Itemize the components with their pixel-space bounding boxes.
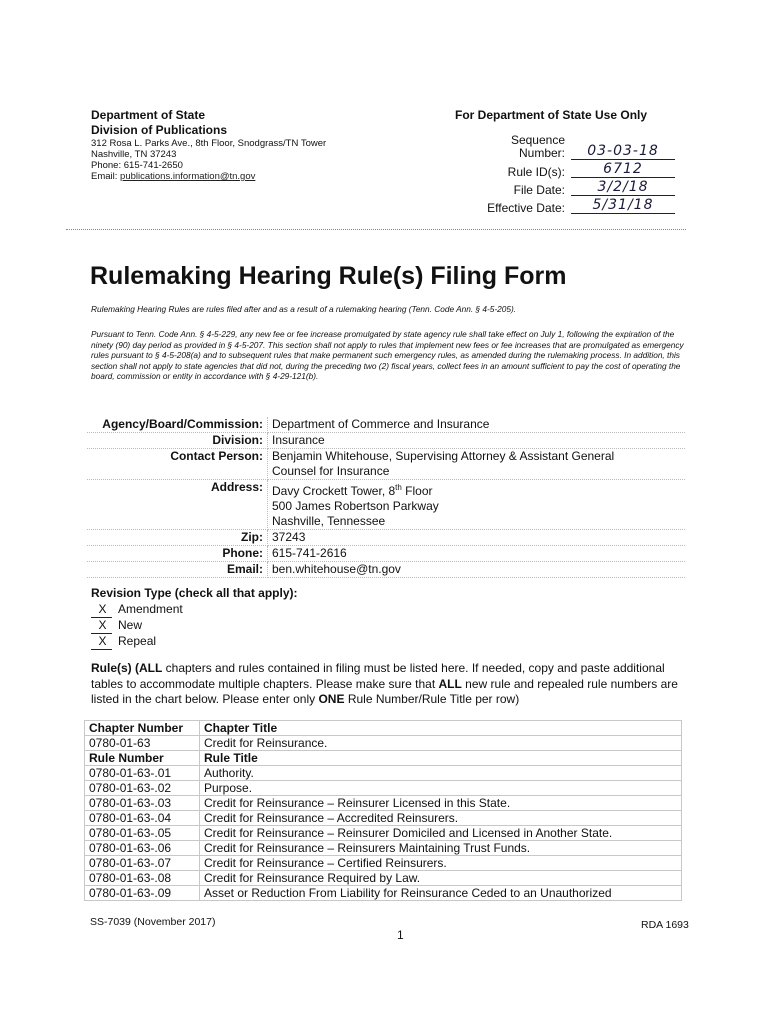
division-name: Division of Publications <box>91 123 228 137</box>
address-line1-main: Davy Crockett Tower, 8 <box>272 484 396 498</box>
rule-title: Credit for Reinsurance – Accredited Reinsurers. <box>200 811 682 826</box>
chapter-row <box>85 736 682 751</box>
rule-number: 0780-01-63-.09 <box>85 886 200 901</box>
contact-label: Contact Person: <box>87 449 268 480</box>
table-row <box>85 811 682 826</box>
division-row <box>87 433 685 449</box>
rules-text-2: new rule and repealed rule numbers are listed in the chart below. Please enter only <box>91 676 678 706</box>
rules-text-3: Rule Number/Rule Title per row) <box>344 692 520 706</box>
chapter-number-header: Chapter Number <box>85 721 200 736</box>
rule-header-row <box>85 751 682 766</box>
sequence-label <box>455 134 571 160</box>
email-label: Email: <box>87 562 268 578</box>
division-value: Insurance <box>268 433 686 449</box>
address-value <box>268 480 686 530</box>
revision-option-repeal[interactable] <box>91 634 298 650</box>
rule-title: Purpose. <box>200 781 682 796</box>
table-row <box>85 766 682 781</box>
rule-title: Authority. <box>200 766 682 781</box>
address-label: Address: <box>87 480 268 530</box>
chapter-header-row <box>85 721 682 736</box>
rule-number: 0780-01-63-.01 <box>85 766 200 781</box>
phone-value: 615-741-2616 <box>268 546 686 562</box>
division-label: Division: <box>87 433 268 449</box>
publisher-block <box>91 108 411 182</box>
revision-option-new[interactable] <box>91 618 298 634</box>
agency-label: Agency/Board/Commission: <box>87 417 268 433</box>
rules-text-1: chapters and rules contained in filing must be listed here. If needed, copy and paste additional tables to accommodate multiple chapters. Please make sure that <box>91 661 665 691</box>
revision-type-section <box>91 586 298 650</box>
chapter-number: 0780-01-63 <box>85 736 200 751</box>
table-row <box>85 871 682 886</box>
revision-checkmark[interactable]: X <box>91 634 112 650</box>
publisher-phone: Phone: 615-741-2650 <box>91 160 183 171</box>
contact-value-line2: Counsel for Insurance <box>272 464 390 478</box>
state-use-block <box>455 108 690 214</box>
contact-value <box>268 449 686 480</box>
header-divider <box>66 229 686 230</box>
rule-number: 0780-01-63-.02 <box>85 781 200 796</box>
rule-title: Credit for Reinsurance – Certified Reinsurers. <box>200 856 682 871</box>
rule-number-header: Rule Number <box>85 751 200 766</box>
zip-row <box>87 530 685 546</box>
rule-title: Credit for Reinsurance – Reinsurers Maintaining Trust Funds. <box>200 841 682 856</box>
contact-value-line1: Benjamin Whitehouse, Supervising Attorney & Assistant General <box>272 449 615 463</box>
phone-row <box>87 546 685 562</box>
rule-number: 0780-01-63-.07 <box>85 856 200 871</box>
sequence-row <box>455 130 690 160</box>
rule-title: Asset or Reduction From Liability for Reinsurance Ceded to an Unauthorized <box>200 886 682 901</box>
sequence-label-line2: Number: <box>518 146 565 160</box>
rules-table <box>84 720 682 901</box>
rules-one: ONE <box>318 692 345 706</box>
address-line3: Nashville, Tennessee <box>272 514 386 528</box>
file-date-row <box>455 178 690 196</box>
rule-number: 0780-01-63-.06 <box>85 841 200 856</box>
revision-option-label: New <box>118 618 143 632</box>
revision-option-label: Repeal <box>118 634 157 648</box>
agency-row <box>87 417 685 433</box>
agency-value: Department of Commerce and Insurance <box>268 417 686 433</box>
rule-number: 0780-01-63-.04 <box>85 811 200 826</box>
phone-label: Phone: <box>87 546 268 562</box>
rule-title: Credit for Reinsurance – Reinsurer Domiciled and Licensed in Another State. <box>200 826 682 841</box>
address-line1 <box>272 480 681 499</box>
dept-name: Department of State <box>91 108 206 122</box>
effective-date-value: 5/31/18 <box>571 197 675 214</box>
rules-all-2: ALL <box>438 676 462 691</box>
state-use-title: For Department of State Use Only <box>455 108 648 122</box>
revision-checkmark[interactable]: X <box>91 602 112 618</box>
revision-checkmark[interactable]: X <box>91 618 112 634</box>
rule-number: 0780-01-63-.03 <box>85 796 200 811</box>
agency-info-table <box>87 417 685 578</box>
table-row <box>85 886 682 901</box>
page-number: 1 <box>397 928 404 942</box>
publisher-address: 312 Rosa L. Parks Ave., 8th Floor, Snodgrass/TN Tower <box>91 138 327 149</box>
chapter-title: Credit for Reinsurance. <box>200 736 682 751</box>
sequence-label-line1: Sequence <box>510 133 565 147</box>
email-value[interactable]: ben.whitehouse@tn.gov <box>268 562 686 578</box>
rule-title: Credit for Reinsurance Required by Law. <box>200 871 682 886</box>
email-label: Email: <box>91 171 118 182</box>
table-row <box>85 826 682 841</box>
rule-title: Credit for Reinsurance – Reinsurer Licensed in this State. <box>200 796 682 811</box>
revision-option-amendment[interactable] <box>91 602 298 618</box>
rule-title-header: Rule Title <box>200 751 682 766</box>
rule-id-value: 6712 <box>571 161 675 178</box>
intro-paragraph: Rulemaking Hearing Rules are rules filed after and as a result of a rulemaking hearing (Tenn. Code Ann. § 4-5-205). <box>91 304 517 314</box>
chapter-title-header: Chapter Title <box>200 721 682 736</box>
publisher-city: Nashville, TN 37243 <box>91 149 177 160</box>
form-id: SS-7039 (November 2017) <box>90 916 216 928</box>
fee-paragraph: Pursuant to Tenn. Code Ann. § 4-5-229, any new fee or fee increase promulgated by state agency rule shall take effect on July 1, following the expiration of the ninety (90) day period as provided in § 4-5-207. This section shall not apply to rules that implement new fees or fee increases that are promulgated as emergency rules pursuant to § 4-5-208(a) and to subsequent rules that make permanent such emergency rules, as amended during the rulemaking process. In addition, this section shall not apply to state agencies that did not, during the preceding two (2) fiscal years, collect fees in an amount sufficient to pay the cost of operating the board, commission or entity in accordance with § 4-29-121(b). <box>91 329 684 381</box>
file-date-value: 3/2/18 <box>571 179 675 196</box>
rule-number: 0780-01-63-.05 <box>85 826 200 841</box>
address-line2: 500 James Robertson Parkway <box>272 499 439 513</box>
rule-number: 0780-01-63-.08 <box>85 871 200 886</box>
revision-option-label: Amendment <box>118 602 183 616</box>
address-line1-sup: th <box>395 483 402 492</box>
rules-instructions <box>91 661 691 708</box>
publisher-email-link[interactable]: publications.information@tn.gov <box>120 171 256 182</box>
table-row <box>85 841 682 856</box>
zip-value: 37243 <box>268 530 686 546</box>
table-row <box>85 781 682 796</box>
effective-date-label: Effective Date: <box>487 201 565 215</box>
rule-id-row <box>455 160 690 178</box>
rules-lead: Rule(s) ( <box>91 661 139 675</box>
table-row <box>85 796 682 811</box>
form-title: Rulemaking Hearing Rule(s) Filing Form <box>90 262 567 290</box>
zip-label: Zip: <box>87 530 268 546</box>
file-date-label: File Date: <box>513 183 565 197</box>
sequence-value: 03-03-18 <box>571 143 675 160</box>
address-row <box>87 480 685 530</box>
table-row <box>85 856 682 871</box>
rule-id-label: Rule ID(s): <box>507 165 565 179</box>
contact-row <box>87 449 685 480</box>
rda-number: RDA 1693 <box>641 919 689 931</box>
revision-type-title: Revision Type (check all that apply): <box>91 586 298 600</box>
rules-all-1: ALL <box>139 661 163 675</box>
effective-date-row <box>455 196 690 214</box>
address-line1-floor: Floor <box>401 484 433 498</box>
publisher-email-line <box>91 171 411 182</box>
email-row <box>87 562 685 578</box>
